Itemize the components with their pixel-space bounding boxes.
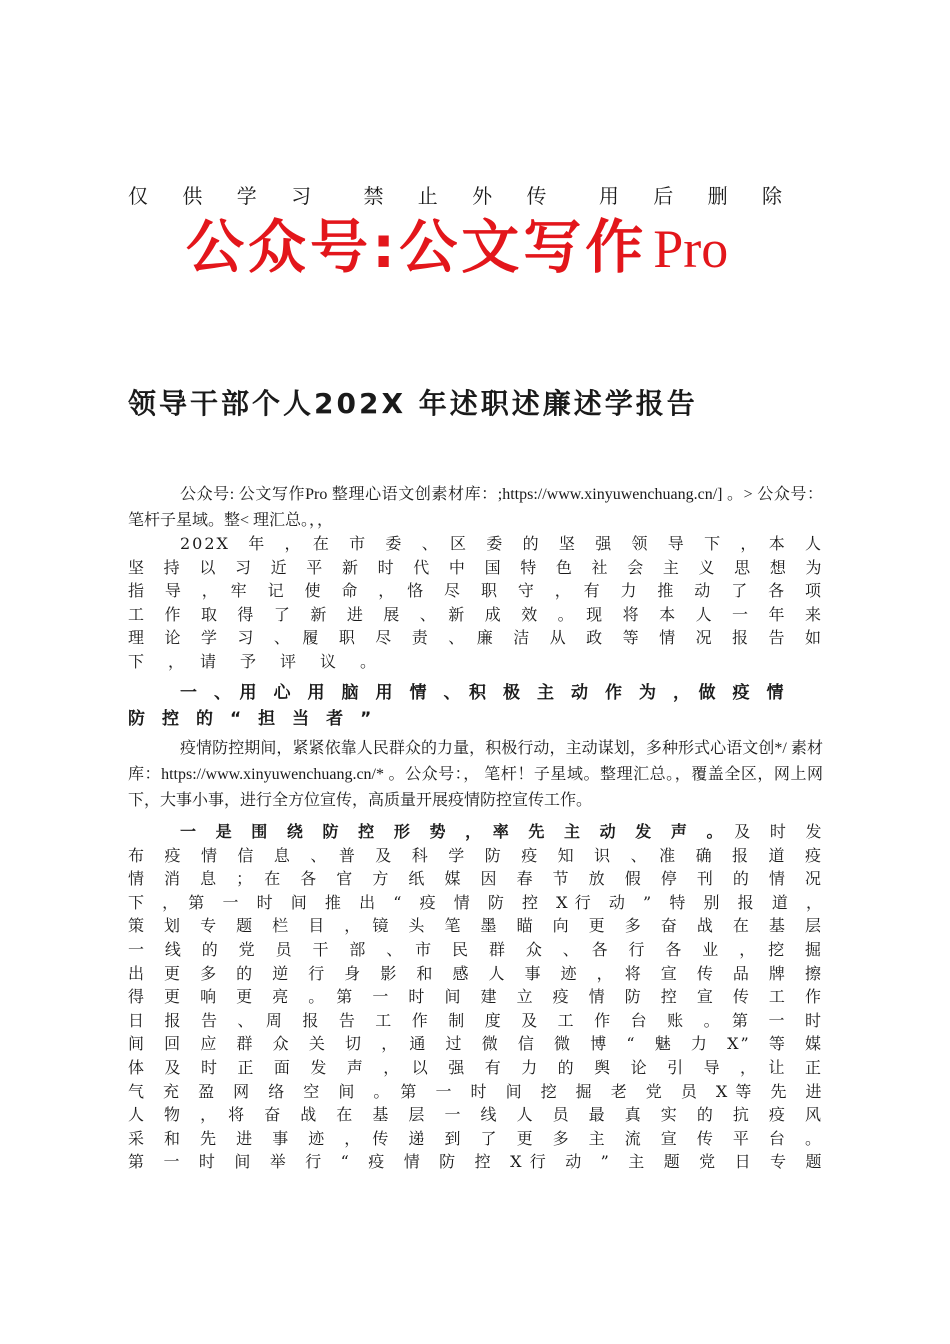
usage-notice bbox=[128, 180, 814, 209]
paragraph-line: 理 论 学 习 、 履 职 尽 责 、 廉 洁 从 政 等 情 况 报 告 如 bbox=[128, 628, 823, 648]
section-heading-1 bbox=[128, 680, 823, 732]
paragraph-line: 日 报 告 、 周 报 告 工 作 制 度 及 工 作 台 账 。 第 一 时 bbox=[128, 1010, 823, 1030]
paragraph-line: 间 回 应 群 众 关 切 ， 通 过 微 信 微 博 “ 魅 力 X” 等 媒 bbox=[128, 1034, 823, 1054]
notice-study-only: 仅 供 学 习 bbox=[128, 184, 326, 208]
point-one-lead: 一 是 围 绕 防 控 形 势 ， 率 先 主 动 发 声 。 bbox=[180, 822, 717, 841]
point-one-lead-rest: 及 时 发 bbox=[716, 822, 823, 841]
paragraph-line: 出 更 多 的 逆 行 身 影 和 感 人 事 迹 ， 将 宣 传 品 牌 擦 bbox=[128, 963, 823, 983]
intro-paragraph: 公众号: 公文写作Pro 整理心语文创素材库：;https://www.xinyuwenchuang.cn/] 。> 公众号：笔杆子星域。整< 理汇总。，， bbox=[128, 486, 823, 529]
notice-delete-after-use: 用 后 删 除 bbox=[598, 184, 796, 208]
paragraph-line: 采 和 先 进 事 迹 ， 传 递 到 了 更 多 主 流 宣 传 平 台 。 bbox=[128, 1128, 823, 1148]
brand-latin: Pro bbox=[653, 219, 729, 279]
paragraph-line: 体 及 时 正 面 发 声 ， 以 强 有 力 的 舆 论 引 导 ， 让 正 bbox=[128, 1057, 823, 1077]
paragraph-opening bbox=[128, 532, 823, 674]
paragraph-line: 下 ， 请 予 评 议 。 bbox=[128, 651, 381, 671]
brand-chinese: 公众号:公文写作 bbox=[186, 213, 648, 281]
paragraph-line: 坚 持 以 习 近 平 新 时 代 中 国 特 色 社 会 主 义 思 想 为 bbox=[128, 557, 823, 577]
heading-line: 一 、 用 心 用 脑 用 情 、 积 极 主 动 作 为 ， 做 疫 情 bbox=[180, 683, 784, 703]
paragraph-line: 人 物 ， 将 奋 战 在 基 层 一 线 人 员 最 真 实 的 抗 疫 风 bbox=[128, 1105, 823, 1125]
paragraph-line: 第 一 时 间 举 行 “ 疫 情 防 控 X 行 动 ” 主 题 党 日 专 题 bbox=[128, 1152, 823, 1172]
paragraph-line: 布 疫 情 信 息 、 普 及 科 学 防 疫 知 识 、 准 确 报 道 疫 bbox=[128, 845, 823, 865]
paragraph-line: 情 消 息 ； 在 各 官 方 纸 媒 因 春 节 放 假 停 刊 的 情 况 bbox=[128, 869, 823, 889]
paragraph-line: 工 作 取 得 了 新 进 展 、 新 成 效 。 现 将 本 人 一 年 来 bbox=[128, 604, 823, 624]
paragraph-line: 指 导 ， 牢 记 使 命 ， 恪 尽 职 守 ， 有 力 推 动 了 各 项 bbox=[128, 581, 823, 601]
brand-banner bbox=[186, 213, 729, 281]
paragraph-line bbox=[128, 820, 823, 844]
paragraph-line: 一 线 的 党 员 干 部 、 市 民 群 众 、 各 行 各 业 ， 挖 掘 bbox=[128, 939, 823, 959]
paragraph-line: 得 更 响 更 亮 。 第 一 时 间 建 立 疫 情 防 控 宣 传 工 作 bbox=[128, 987, 823, 1007]
paragraph-epidemic-publicity: 疫情防控期间，紧紧依靠人民群众的力量，积极行动，主动谋划，多种形式心语文创*/ 素材库：https://www.xinyuwenchuang.cn/* 。公众号：， 笔杆！子星域。整理汇总。，覆盖全区，网上网下，大事小事，进行全方位宣传，高质量开展疫情防控宣传工作。 bbox=[128, 740, 823, 809]
document-title: 领导干部个人202X 年述职述廉述学报告 bbox=[128, 387, 698, 420]
paragraph-line: 下 ， 第 一 时 间 推 出 “ 疫 情 防 控 X 行 动 ” 特 别 报 道 ， bbox=[128, 892, 823, 912]
paragraph-line: 策 划 专 题 栏 目 ， 镜 头 笔 墨 瞄 向 更 多 奋 战 在 基 层 bbox=[128, 916, 823, 936]
heading-line: 防 控 的 “ 担 当 者 ” bbox=[128, 709, 372, 729]
notice-no-distribution: 禁 止 外 传 bbox=[363, 184, 561, 208]
paragraph-point-one bbox=[128, 820, 823, 1174]
paragraph-line: 202X 年 ， 在 市 委 、 区 委 的 坚 强 领 导 下 ， 本 人 bbox=[180, 534, 823, 553]
paragraph-line: 气 充 盈 网 络 空 间 。 第 一 时 间 挖 掘 老 党 员 X 等 先 进 bbox=[128, 1081, 823, 1101]
